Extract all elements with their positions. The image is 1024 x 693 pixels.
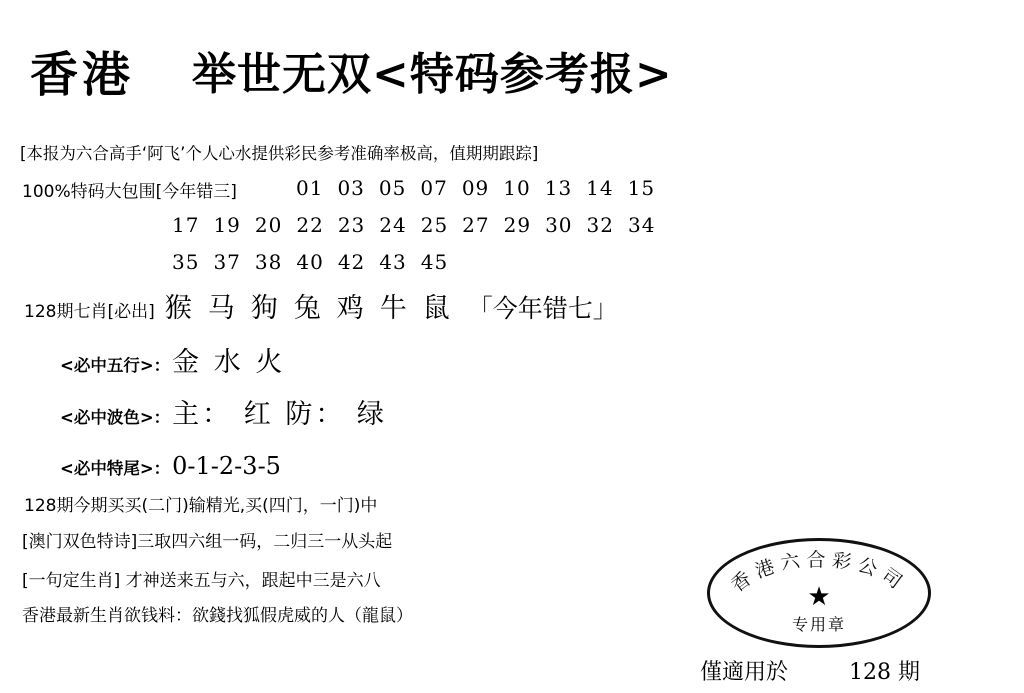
- pick-bose-label: <必中波色>：: [60, 408, 171, 427]
- zodiac-note: 「今年错七」: [467, 294, 618, 323]
- stamp-arc-text: 香港六合彩公司: [727, 549, 911, 597]
- body-line-3: [一句定生肖] 才神送来五与六，跟起中三是六八: [22, 571, 381, 591]
- package-number: 42: [337, 250, 366, 274]
- zodiac-item: 鼠: [422, 293, 452, 324]
- body-line-2: [澳门双色特诗]三取四六组一码，二归三一从头起: [22, 532, 393, 552]
- pick-wuxing: [60, 340, 285, 379]
- pick-wuxing-value: 金 水 火: [172, 347, 286, 378]
- package-number: 35: [172, 250, 200, 274]
- pick-bose-value: 主： 红 防： 绿: [172, 399, 387, 430]
- footer-applies: 僅適用於: [700, 660, 789, 685]
- package-number: 22: [296, 213, 324, 237]
- zodiac-item: 兔: [293, 293, 323, 324]
- package-number: 37: [213, 250, 241, 274]
- stamp-sub-text: 专用章: [791, 615, 847, 634]
- package-number: 15: [627, 176, 656, 200]
- package-number: 14: [586, 176, 614, 200]
- package-number: 25: [420, 213, 449, 237]
- package-label: 100%特码大包围[今年错三]: [22, 182, 237, 202]
- zodiac-item: 马: [207, 293, 237, 324]
- pick-tewei-value: 0-1-2-3-5: [172, 452, 281, 480]
- package-number: 19: [213, 213, 241, 237]
- package-number: 40: [296, 250, 324, 274]
- zodiac-items: [165, 286, 466, 325]
- body-line-1: 128期今期买买(二门)输精光,买(四门，一门)中: [24, 496, 378, 516]
- star-icon: ★: [807, 582, 831, 612]
- package-number: 03: [337, 176, 365, 200]
- package-number: 30: [545, 213, 573, 237]
- package-number: 45: [420, 250, 449, 274]
- package-number: 29: [503, 213, 532, 237]
- zodiac-label: 128期七肖[必出]: [24, 302, 155, 322]
- pick-bose: [60, 392, 387, 431]
- zodiac-item: 猴: [164, 293, 194, 324]
- pick-tewei: [60, 452, 281, 480]
- package-row-1: [296, 176, 669, 200]
- footer: [700, 655, 1000, 686]
- package-number: 01: [296, 176, 324, 200]
- zodiac-item: 狗: [250, 293, 280, 324]
- zodiac-item: 牛: [379, 293, 409, 324]
- zodiac-item: 鸡: [336, 293, 366, 324]
- package-number: 23: [337, 213, 366, 237]
- package-number: 38: [254, 250, 283, 274]
- package-number: 09: [461, 176, 490, 200]
- package-number: 20: [254, 213, 283, 237]
- body-line-4: 香港最新生肖欲钱料：欲錢找狐假虎威的人（龍鼠）: [22, 606, 413, 626]
- package-row-3: [172, 250, 462, 274]
- package-number: 07: [420, 176, 448, 200]
- notice-text: [本报为六合高手‘阿飞’个人心水提供彩民参考准确率极高，值期期跟踪]: [20, 144, 539, 163]
- package-number: 32: [586, 213, 614, 237]
- package-number: 10: [503, 176, 531, 200]
- official-stamp: [707, 538, 931, 648]
- zodiac-line: [24, 286, 618, 325]
- package-number: 17: [172, 213, 200, 237]
- package-number: 05: [378, 176, 407, 200]
- package-number: 13: [544, 176, 573, 200]
- footer-issue: 128 期: [849, 660, 921, 685]
- pick-wuxing-label: <必中五行>：: [60, 356, 171, 375]
- pick-tewei-label: <必中特尾>：: [60, 459, 171, 478]
- package-number: 27: [462, 213, 490, 237]
- page-title: 举世无双<特码参考报>: [192, 49, 673, 100]
- package-row-2: [172, 213, 669, 237]
- package-number: 43: [379, 250, 407, 274]
- package-number: 24: [379, 213, 407, 237]
- package-number: 34: [627, 213, 656, 237]
- page-header: [30, 40, 990, 110]
- brand-title: 香港: [30, 47, 135, 103]
